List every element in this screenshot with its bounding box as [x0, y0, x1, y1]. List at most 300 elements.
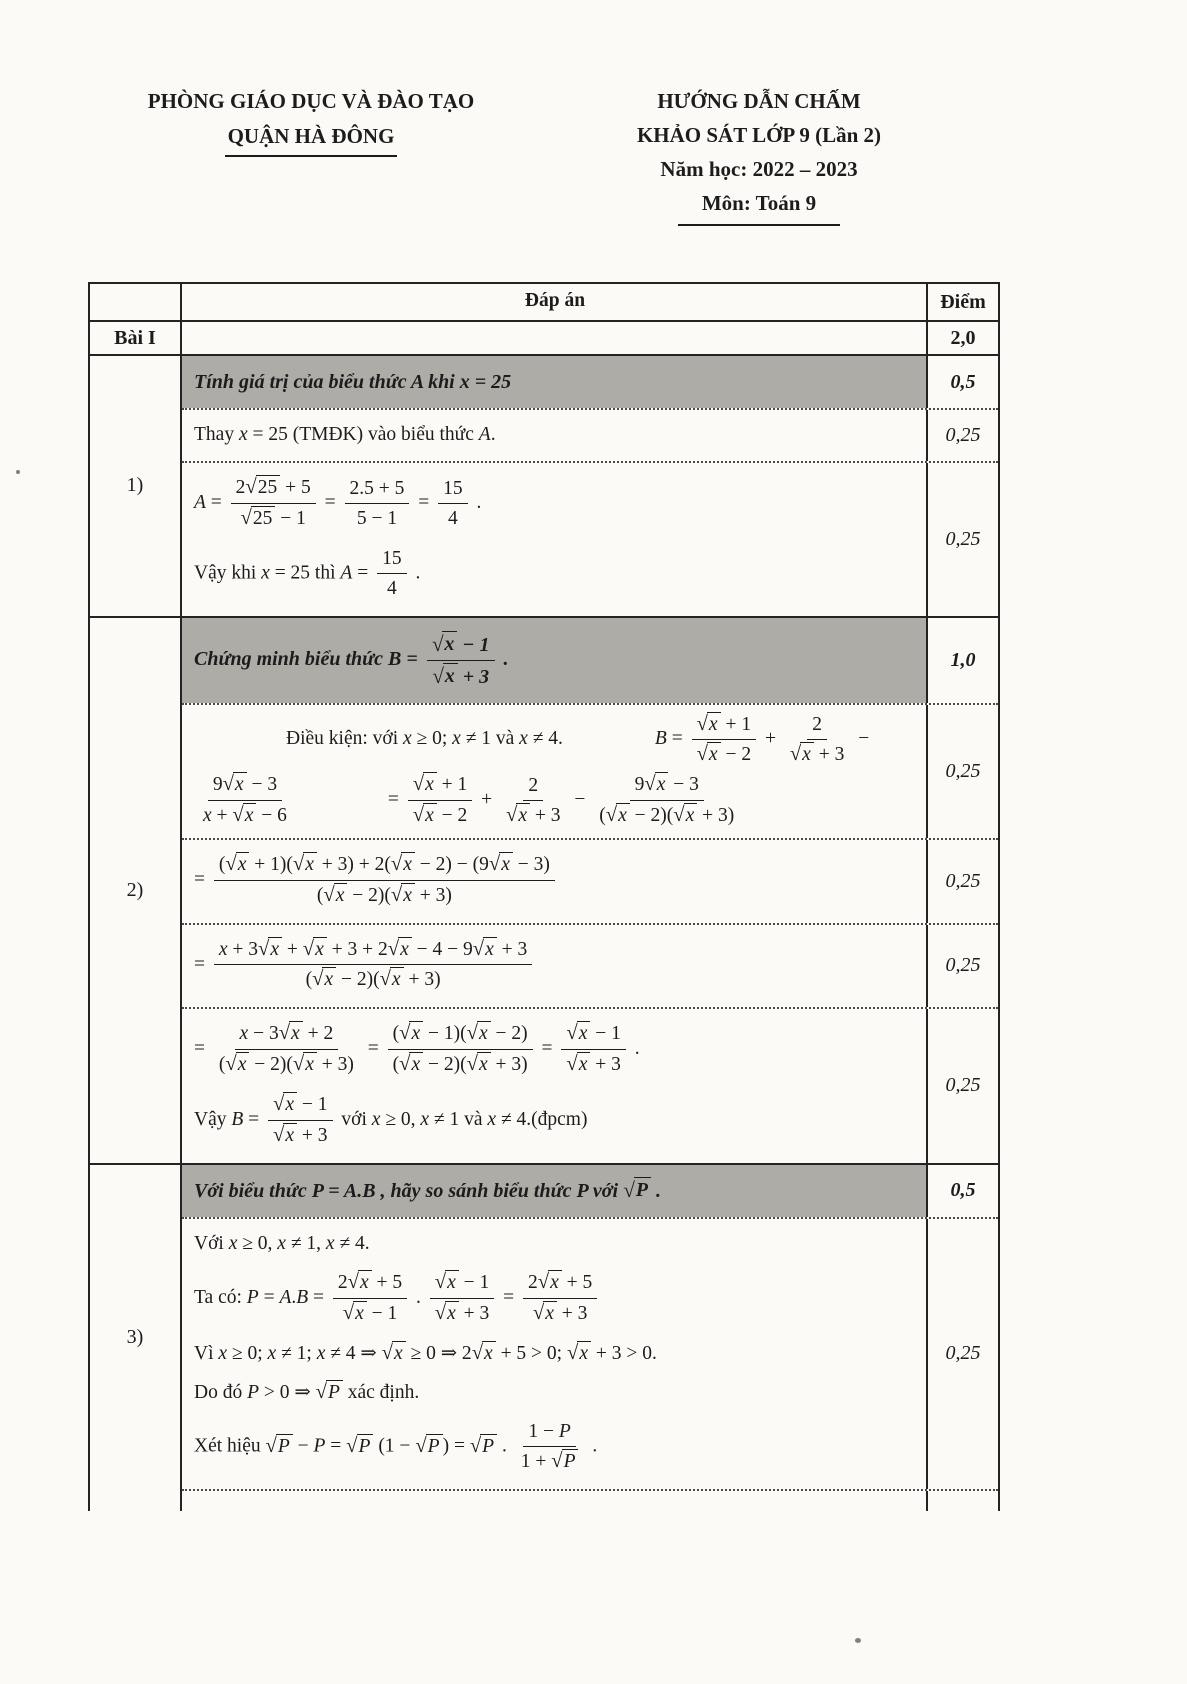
subject-text: Môn: Toán 9: [678, 186, 840, 226]
math-variable: x: [391, 969, 401, 991]
sqrt-radical: [316, 1380, 343, 1406]
document-header: [88, 84, 1092, 226]
scan-speck: [855, 1638, 861, 1643]
math-variable: x: [685, 805, 695, 827]
math-variable: x: [360, 1271, 369, 1293]
math-variable: x: [315, 938, 324, 960]
sqrt-radical: [413, 803, 437, 829]
radical-sign-icon: √: [466, 1053, 478, 1076]
sqrt-radical: [293, 852, 317, 878]
radicand: P: [634, 1177, 651, 1203]
radical-sign-icon: √: [469, 1434, 482, 1457]
sqrt-radical: [435, 1301, 459, 1327]
math-variable: x: [316, 1342, 326, 1364]
radicand: [236, 852, 250, 877]
sqrt-radical: [467, 1052, 491, 1078]
sqrt-radical: [273, 1092, 297, 1118]
radical-sign-icon: √: [566, 1341, 579, 1364]
fraction-numerator: 2: [523, 773, 543, 801]
answer-row: [182, 703, 998, 838]
sqrt-radical: [790, 742, 814, 768]
fraction-denominator: √ x + 3: [528, 1299, 593, 1327]
sqrt-radical: [273, 1123, 297, 1149]
radical-sign-icon: √: [232, 804, 244, 827]
fraction: [345, 476, 410, 532]
radical-sign-icon: √: [566, 1022, 578, 1045]
sqrt-radical: [432, 663, 458, 690]
radical-sign-icon: √: [387, 937, 400, 960]
radical-sign-icon: √: [399, 1053, 411, 1076]
radicand: [483, 937, 497, 962]
radicand: [482, 1341, 496, 1366]
sqrt-radical: [348, 1270, 372, 1296]
radicand: [616, 803, 630, 828]
radicand: [707, 712, 721, 737]
radicand: [313, 937, 327, 962]
math-variable: P: [427, 1435, 440, 1457]
fraction-denominator: ( √ x − 2)( √ x + 3): [388, 1050, 533, 1078]
points-cell: 0,25: [926, 705, 998, 838]
answer-line: Điều kiện: với x ≥ 0; x ≠ 1 và x ≠ 4.: [286, 728, 563, 750]
radicand: [707, 742, 721, 767]
radicand: [445, 1270, 459, 1295]
section-title-row: [182, 618, 998, 703]
sqrt-radical: [388, 937, 412, 963]
radical-sign-icon: √: [696, 743, 708, 766]
radical-sign-icon: √: [532, 1301, 545, 1324]
radical-sign-icon: √: [273, 1092, 285, 1115]
fraction-denominator: ( √ x − 2)( √ x + 3): [594, 801, 739, 829]
table-sections: [90, 354, 998, 1511]
radicand: [326, 1380, 343, 1405]
problem-empty-cell: [182, 322, 926, 354]
radical-sign-icon: √: [789, 743, 802, 766]
fraction: [388, 1021, 533, 1078]
points-cell: 0,25: [926, 410, 998, 461]
radicand: 25: [251, 506, 276, 531]
answer-cell: [182, 705, 926, 838]
radical-sign-icon: √: [346, 1434, 358, 1457]
radical-sign-icon: √: [696, 712, 708, 735]
fraction-numerator: √ x − 1: [430, 1270, 495, 1299]
radical-sign-icon: √: [390, 883, 403, 906]
math-variable: x: [708, 744, 718, 766]
answer-line: A = 2 √ 25 + 5 √ 25 − 1 = $\frac{2.5 + 5}{5 - 1}$ = $\frac{15}{4}$ .: [194, 468, 916, 539]
radical-sign-icon: √: [390, 852, 403, 875]
radical-sign-icon: √: [432, 663, 444, 688]
sqrt-radical: [265, 1434, 292, 1460]
math-variable: x: [501, 853, 510, 875]
math-variable: x: [578, 1054, 588, 1076]
radicand: 25: [256, 475, 281, 500]
sqrt-radical: [566, 1021, 590, 1047]
answer-line: = x + 3 √ x + √ x + 3 + 2 √ x − 4 − 9 √ x + 3 ( √ x − 2)( √ x + 3): [194, 930, 916, 1001]
math-variable: x: [335, 884, 345, 906]
points-cell: 0,25: [926, 1219, 998, 1490]
radical-sign-icon: √: [399, 1022, 411, 1045]
sqrt-radical: [533, 1301, 557, 1327]
answer-line: Chứng minh biểu thức B = √ x − 1 √ x + 3 .: [194, 631, 509, 688]
radicand: [268, 937, 282, 962]
sqrt-radical: [225, 852, 249, 878]
answer-cell: [182, 1009, 926, 1162]
problem-points: 2,0: [926, 322, 998, 354]
scan-speck: [16, 470, 20, 474]
fraction-denominator: √ x − 1: [338, 1299, 403, 1327]
fraction-numerator: 2 √ 25 + 5: [231, 475, 316, 504]
sqrt-radical: [343, 1301, 367, 1327]
radical-sign-icon: √: [412, 773, 425, 796]
answer-row: [182, 923, 998, 1008]
answer-row: [182, 838, 998, 923]
radical-sign-icon: √: [315, 1380, 327, 1403]
radicand: [283, 1123, 297, 1148]
org-district-text: QUẬN HÀ ĐÔNG: [225, 119, 398, 158]
fraction: [268, 1092, 333, 1149]
math-variable: A: [340, 562, 353, 584]
fraction: [501, 773, 566, 829]
radicand: [276, 1434, 293, 1459]
points-cell: 0,25: [926, 840, 998, 923]
math-variable: x: [447, 1302, 456, 1324]
math-variable: P: [558, 1421, 571, 1442]
radicand: [480, 1434, 497, 1459]
radical-sign-icon: √: [312, 968, 324, 991]
fraction-denominator: ( √ x − 2)( √ x + 3): [301, 965, 446, 993]
fraction: [523, 1270, 597, 1327]
math-variable: x: [447, 1271, 456, 1293]
fraction: [516, 1419, 584, 1475]
fraction-numerator: √ x + 1: [408, 772, 473, 801]
answer-line: Thay x = 25 (TMĐK) vào biểu thức A.: [194, 424, 496, 446]
points-cell: 0,25: [926, 1009, 998, 1162]
answer-cell: [182, 1165, 926, 1217]
sqrt-radical: [391, 852, 415, 878]
radical-sign-icon: √: [323, 883, 335, 906]
radical-sign-icon: √: [471, 1341, 484, 1364]
math-variable: x: [237, 1054, 247, 1076]
math-variable: x: [425, 774, 434, 796]
sqrt-radical: [697, 742, 721, 768]
sqrt-radical: [382, 1341, 406, 1367]
math-variable: x: [550, 1271, 559, 1293]
sqrt-radical: [470, 1434, 497, 1460]
problem-row: [90, 322, 998, 354]
fraction-numerator: ( √ x − 1)( √ x − 2): [388, 1021, 533, 1050]
fraction-numerator: √ x − 1: [268, 1092, 333, 1121]
section-row: [90, 1163, 998, 1512]
answer-line: = ( √ x + 1)( √ x + 3) + 2( √ x − 2) − (9 √ x − 3) ( √ x − 2)( √ x + 3): [194, 845, 916, 916]
radical-sign-icon: √: [381, 1341, 393, 1364]
math-variable: x: [371, 1108, 381, 1130]
math-variable: P: [246, 1286, 259, 1308]
sqrt-radical: [473, 937, 497, 963]
math-variable: x: [484, 1342, 493, 1364]
radical-sign-icon: √: [265, 1434, 277, 1457]
radical-sign-icon: √: [258, 937, 270, 960]
math-variable: x: [305, 1054, 314, 1076]
fraction-numerator: 1 − P: [523, 1419, 575, 1447]
fraction-numerator: ( √ x + 1)( √ x + 3) + 2( √ x − 2) − (9 √ x − 3): [214, 852, 555, 881]
math-variable: x: [487, 1108, 497, 1130]
radicand: [562, 1449, 579, 1474]
sqrt-radical: [432, 631, 458, 658]
radical-sign-icon: √: [488, 852, 501, 875]
sqrt-radical: [623, 1177, 651, 1204]
radicand: [289, 1021, 303, 1046]
radical-sign-icon: √: [434, 1301, 447, 1324]
sqrt-radical: [606, 803, 630, 829]
answer-cell: [182, 840, 926, 923]
points-cell: 0,25: [926, 925, 998, 1008]
math-variable: x: [261, 562, 270, 584]
sqrt-radical: [380, 967, 404, 993]
math-variable: B: [231, 1108, 244, 1130]
math-variable: x: [518, 804, 528, 826]
math-variable: x: [244, 805, 254, 827]
radical-sign-icon: √: [466, 1022, 478, 1045]
fraction: [438, 476, 468, 532]
fraction-denominator: √ x + 3: [430, 1299, 495, 1327]
radicand: [392, 1341, 406, 1366]
radical-sign-icon: √: [273, 1123, 285, 1146]
radicand: [401, 883, 415, 908]
math-variable: x: [393, 1342, 403, 1364]
radicand: [577, 1052, 591, 1077]
fraction: [198, 772, 292, 829]
math-variable: x: [478, 1054, 488, 1076]
answer-cell: [182, 463, 926, 615]
answer-line: B = √ x + 1 √ x − 2 + 2 √ x + 3 − 9 √ x − 3 x + √ x − 6: [194, 723, 869, 815]
fraction: [408, 772, 473, 829]
fraction-denominator: 1 + √ P: [516, 1447, 584, 1475]
radicand: [477, 1021, 491, 1046]
fraction: [214, 937, 532, 994]
math-variable: x: [545, 1302, 554, 1324]
fraction-numerator: 9 √ x − 3: [208, 772, 282, 801]
math-variable: x: [411, 1054, 421, 1076]
answer-cell: [182, 1219, 926, 1490]
sqrt-radical: [489, 852, 513, 878]
radical-sign-icon: √: [415, 1434, 427, 1457]
math-variable: P: [358, 1435, 371, 1457]
answer-line: Tính giá trị của biểu thức A khi x = 25: [194, 371, 512, 394]
math-variable: x: [618, 805, 627, 827]
radical-sign-icon: √: [302, 937, 315, 960]
radicand: [543, 1301, 557, 1326]
math-variable: B: [296, 1286, 309, 1308]
math-variable: x: [234, 774, 244, 796]
radicand: x: [442, 631, 457, 657]
fraction: [427, 631, 495, 690]
fraction: [430, 1270, 495, 1327]
math-variable: x: [355, 1302, 364, 1324]
fraction: [214, 1021, 359, 1078]
answer-cell: [182, 1491, 926, 1511]
section-content: [182, 618, 998, 1163]
answer-cell: [182, 356, 926, 408]
radicand: [655, 772, 669, 797]
math-variable: x: [403, 728, 412, 750]
math-variable: x: [656, 774, 666, 796]
fraction-numerator: √ x + 1: [692, 712, 757, 741]
answer-key-table: [88, 282, 1000, 1511]
section-label: 3): [90, 1165, 182, 1512]
radical-sign-icon: √: [225, 1053, 237, 1076]
subject-line: [584, 186, 934, 226]
doc-title-block: [584, 84, 934, 226]
sqrt-radical: [472, 1341, 496, 1367]
fraction: [785, 712, 850, 768]
radicand: [303, 852, 317, 877]
radical-sign-icon: √: [551, 1450, 563, 1473]
radical-sign-icon: √: [472, 937, 485, 960]
math-variable: x: [305, 853, 314, 875]
math-variable: x: [239, 1023, 249, 1045]
math-variable: x: [238, 424, 248, 446]
radicand: [236, 1052, 250, 1077]
fraction: [214, 852, 555, 909]
sqrt-radical: [241, 506, 276, 532]
math-variable: x: [228, 1232, 238, 1254]
radicand: [577, 1341, 591, 1366]
radicand: [283, 1092, 297, 1117]
answer-row: [182, 408, 998, 461]
fraction-denominator: √ x − 2: [692, 740, 757, 768]
fraction-numerator: 2: [807, 712, 827, 740]
radicand: [303, 1052, 317, 1077]
radicand: [477, 1052, 491, 1077]
answer-line: Ta có: P = A.B = 2 √ x + 5 √ x − 1 . √ x − 1 √ x + 3 = 2 √ x + 5 √ x + 3: [194, 1263, 916, 1334]
radicand: [577, 1021, 591, 1046]
fraction-denominator: √ x + 3: [501, 801, 566, 829]
math-variable: x: [267, 1342, 277, 1364]
section-content: [182, 356, 998, 616]
section-content: [182, 1165, 998, 1512]
fraction-denominator: ( √ x − 2)( √ x + 3): [312, 881, 457, 909]
sqrt-radical: [415, 1434, 442, 1460]
math-variable: A: [279, 1286, 292, 1308]
radicand: [398, 937, 412, 962]
radical-sign-icon: √: [412, 804, 425, 827]
radical-sign-icon: √: [225, 852, 237, 875]
fraction-numerator: 15: [438, 476, 468, 504]
math-variable: x: [285, 1093, 295, 1115]
sqrt-radical: [399, 1052, 423, 1078]
fraction: [333, 1270, 407, 1327]
math-variable: A: [478, 424, 491, 446]
math-variable: x: [578, 1023, 588, 1045]
math-variable: P: [277, 1435, 290, 1457]
math-variable: P: [313, 1435, 326, 1457]
radical-sign-icon: √: [292, 852, 305, 875]
answer-line: Vậy khi x = 25 thì A = $\frac{15}{4}$ .: [194, 539, 916, 609]
sqrt-radical: [323, 883, 347, 909]
sqrt-radical: [567, 1341, 591, 1367]
fraction: [594, 772, 739, 829]
answer-line: Vì x ≥ 0; x ≠ 1; x ≠ 4 ⇒ √ x ≥ 0 ⇒ 2 √ x + 5 > 0; √ x + 3 > 0.: [194, 1334, 916, 1373]
math-variable: x: [579, 1342, 588, 1364]
sqrt-radical: [258, 937, 282, 963]
answer-line: Với x ≥ 0, x ≠ 1, x ≠ 4.: [194, 1232, 370, 1254]
fraction-denominator: ( √ x − 2)( √ x + 3): [214, 1050, 359, 1078]
math-variable: B: [654, 728, 667, 750]
sqrt-radical: [538, 1270, 562, 1296]
issuing-org-block: [96, 84, 526, 226]
radicand: [423, 772, 437, 797]
section-label: 1): [90, 356, 182, 616]
fraction-denominator: √ x − 2: [408, 801, 473, 829]
math-variable: x: [403, 853, 412, 875]
fraction-denominator: 4: [386, 578, 397, 600]
sqrt-radical: [225, 1052, 249, 1078]
fraction-denominator: 4: [448, 508, 458, 530]
radicand: [409, 1021, 423, 1046]
fraction-numerator: 2.5 + 5: [345, 476, 410, 504]
sqrt-radical: [673, 803, 697, 829]
radical-sign-icon: √: [506, 803, 518, 826]
math-variable: x: [324, 969, 334, 991]
header-corner-cell: [90, 284, 182, 320]
math-variable: x: [277, 1232, 286, 1254]
sqrt-radical: [346, 1434, 373, 1460]
radical-sign-icon: √: [245, 476, 257, 499]
radical-sign-icon: √: [605, 804, 618, 827]
fraction-denominator: √ 25 − 1: [236, 504, 311, 532]
answer-line: = √ x + 1 √ x − 2 + 2 √ x + 3 − 9 √ x − 3 ( √ x − 2)( √ x + 3): [296, 784, 743, 815]
math-variable: x: [270, 938, 280, 960]
table-header-row: [90, 284, 998, 322]
section-row: [90, 354, 998, 616]
math-variable: P: [327, 1381, 340, 1403]
fraction-numerator: 15: [377, 546, 407, 574]
answer-line: = x − 3 √ x + 2 ( √ x − 2)( √ x + 3) = ( √ x − 1)( √ x − 2) ( √ x − 2)( √ x + 3) = √ x − 1 √ x + 3 .: [194, 1014, 916, 1085]
fraction: [231, 475, 316, 532]
points-cell: 1,0: [926, 618, 998, 703]
fraction-denominator: 5 − 1: [356, 508, 398, 530]
section-title-row: [182, 356, 998, 408]
fraction-numerator: 2 √ x + 5: [523, 1270, 597, 1299]
sqrt-radical: [467, 1021, 491, 1047]
math-variable: x: [708, 713, 718, 735]
radical-sign-icon: √: [347, 1270, 360, 1293]
sqrt-radical: [435, 1270, 459, 1296]
math-variable: x: [285, 1124, 295, 1146]
radical-sign-icon: √: [566, 1053, 578, 1076]
answer-line: Vậy B = √ x − 1 √ x + 3 với x ≥ 0, x ≠ 1 và x ≠ 4.(đpcm): [194, 1085, 916, 1156]
radical-sign-icon: √: [278, 1022, 291, 1045]
org-district: [96, 119, 526, 158]
math-variable: x: [802, 744, 811, 766]
sqrt-radical: [232, 803, 256, 829]
math-variable: A: [194, 492, 206, 514]
radicand: [684, 803, 698, 828]
math-variable: x: [400, 938, 409, 960]
radicand: x: [443, 663, 458, 689]
sqrt-radical: [551, 1449, 578, 1475]
math-variable: x: [403, 884, 412, 906]
radicand: [390, 967, 404, 992]
fraction-denominator: x + √ x − 6: [198, 801, 292, 829]
radicand: [548, 1270, 562, 1295]
answer-line: Xét hiệu √ P − P = √ P (1 − √ P ) = √ P . 1 − P 1 + √ P .: [194, 1412, 916, 1482]
answer-column-header: Đáp án: [524, 290, 586, 312]
answer-row: [182, 1489, 998, 1511]
math-variable: x: [425, 805, 434, 827]
radical-sign-icon: √: [292, 1053, 305, 1076]
radicand: [499, 852, 513, 877]
radicand: [423, 803, 437, 828]
